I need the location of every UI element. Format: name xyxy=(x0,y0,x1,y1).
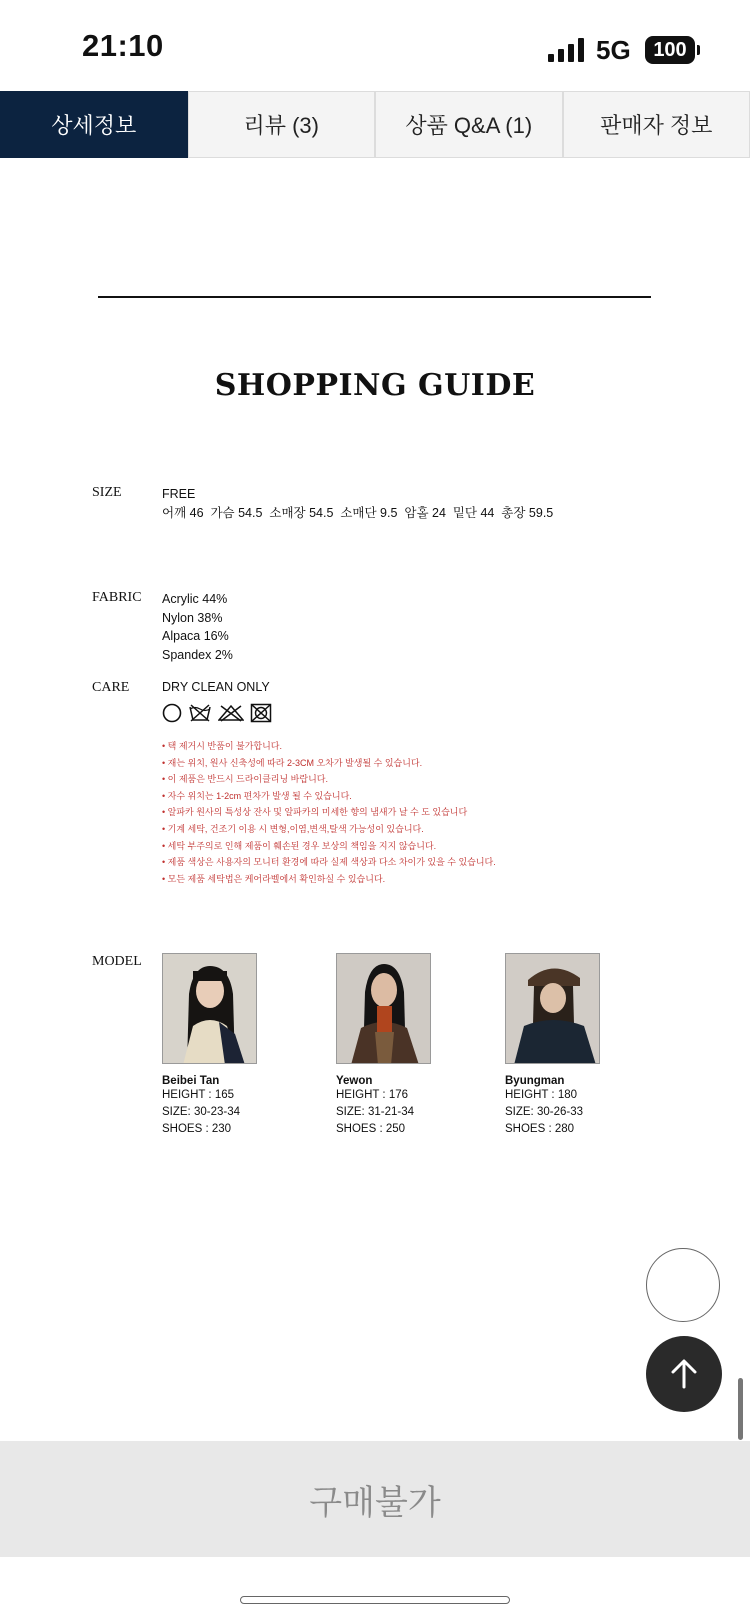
size-line: 어깨 46 가슴 54.5 소매장 54.5 소매단 9.5 암홀 24 밑단 44 총장 59.5 xyxy=(162,505,554,520)
scroll-top-button[interactable] xyxy=(646,1336,722,1412)
model-photo xyxy=(336,953,431,1064)
model-card xyxy=(162,953,257,1138)
model-height: HEIGHT : 180 xyxy=(505,1089,578,1101)
size-values xyxy=(162,485,553,522)
model-height: HEIGHT : 176 xyxy=(336,1089,409,1101)
care-note: • 이 제품은 반드시 드라이클리닝 바랍니다. xyxy=(162,774,328,785)
care-icons xyxy=(162,703,272,723)
fabric-line: Acrylic 44% xyxy=(162,592,228,606)
model-size: SIZE: 30-23-34 xyxy=(162,1106,240,1118)
care-note: • 세탁 부주의로 인해 제품이 훼손된 경우 보상의 책임을 지지 않습니다. xyxy=(162,840,437,851)
model-name: Beibei Tan xyxy=(162,1075,220,1087)
fabric-label: FABRIC xyxy=(92,590,142,605)
status-time: 21:10 xyxy=(82,28,164,63)
size-line: FREE xyxy=(162,487,196,501)
dry-clean-circle-icon xyxy=(162,703,182,723)
fabric-line: Alpaca 16% xyxy=(162,629,229,643)
size-label: SIZE xyxy=(92,485,122,500)
arrow-up-icon xyxy=(669,1358,699,1390)
care-note: • 기계 세탁, 건조기 이용 시 변형,이염,변색,탈색 가능성이 있습니다. xyxy=(162,823,424,834)
tab-bar xyxy=(0,91,750,158)
model-card xyxy=(505,953,600,1138)
fabric-line: Nylon 38% xyxy=(162,610,223,625)
battery-tip xyxy=(697,45,700,55)
divider xyxy=(98,296,651,298)
model-photo xyxy=(162,953,257,1064)
care-label: CARE xyxy=(92,680,130,695)
care-note: • 자수 위치는 1-2cm 편차가 발생 될 수 있습니다. xyxy=(162,790,352,801)
care-instruction: DRY CLEAN ONLY xyxy=(162,680,270,694)
model-label: MODEL xyxy=(92,954,142,969)
battery-icon: 100 xyxy=(645,36,695,64)
signal-icon xyxy=(548,38,586,62)
model-name: Byungman xyxy=(505,1075,565,1087)
scrollbar[interactable] xyxy=(738,1378,743,1440)
model-shoes: SHOES : 250 xyxy=(336,1123,406,1135)
care-note: • 재는 위치, 원사 신축성에 따라 2-3CM 오차가 발생될 수 있습니다. xyxy=(162,757,423,768)
model-photo xyxy=(505,953,600,1064)
care-note: • 알파카 원사의 특성상 잔사 및 알파카의 미세한 향의 냄새가 날 수 도 있습니다 xyxy=(162,807,468,818)
fabric-line: Spandex 2% xyxy=(162,647,233,662)
home-indicator[interactable] xyxy=(240,1596,510,1604)
no-bleach-icon xyxy=(218,703,244,723)
floating-circle-button[interactable] xyxy=(646,1248,720,1322)
fabric-values xyxy=(162,590,233,664)
model-height: HEIGHT : 165 xyxy=(162,1089,235,1101)
care-note: • 모든 제품 세탁법은 케어라벨에서 확인하실 수 있습니다. xyxy=(162,873,386,884)
tab-seller-info[interactable]: 판매자 정보 xyxy=(563,91,750,158)
care-note: • 택 제거시 반품이 불가합니다. xyxy=(162,741,282,751)
care-note: • 제품 색상은 사용자의 모니터 환경에 따라 실제 색상과 다소 차이가 있을 수 있습니다. xyxy=(162,857,496,868)
tab-reviews[interactable]: 리뷰 (3) xyxy=(188,91,376,158)
model-shoes: SHOES : 230 xyxy=(162,1123,232,1135)
model-size: SIZE: 31-21-34 xyxy=(336,1106,414,1118)
model-name: Yewon xyxy=(336,1075,373,1087)
network-label: 5G xyxy=(596,35,631,65)
no-wash-icon xyxy=(188,703,212,723)
tab-detail[interactable]: 상세정보 xyxy=(0,91,188,158)
buy-button[interactable]: 구매불가 xyxy=(0,1441,750,1557)
care-notes xyxy=(162,738,496,887)
no-tumble-dry-icon xyxy=(250,703,272,723)
guide-title: SHOPPING GUIDE xyxy=(214,368,536,403)
tab-qna[interactable]: 상품 Q&A (1) xyxy=(375,91,563,158)
model-shoes: SHOES : 280 xyxy=(505,1123,575,1135)
model-size: SIZE: 30-26-33 xyxy=(505,1106,583,1118)
model-card xyxy=(336,953,431,1138)
